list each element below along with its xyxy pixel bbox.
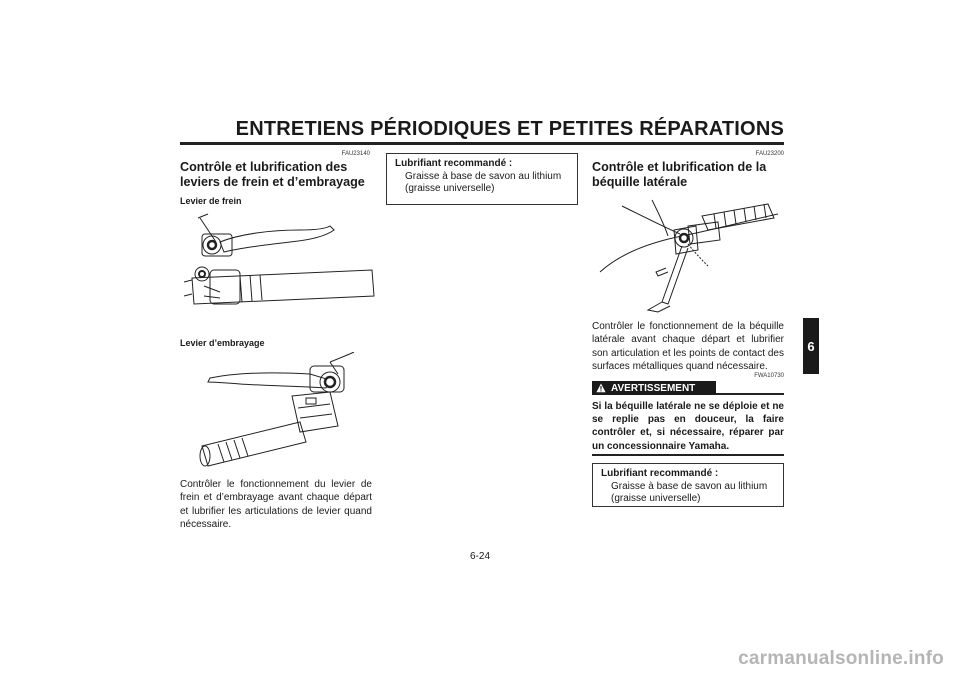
- page-header-title: ENTRETIENS PÉRIODIQUES ET PETITES RÉPARATIONS: [235, 118, 784, 140]
- sidestand-illustration: [592, 196, 784, 314]
- clutch-lever-illustration: [180, 352, 380, 477]
- section-title-right: [592, 160, 784, 190]
- lubricant-box-right: [592, 463, 784, 507]
- warning-header: [592, 381, 784, 395]
- warning-badge: [592, 381, 716, 395]
- header-rule: [180, 142, 784, 145]
- right-body-text: Contrôler le fonctionnement de la béquille latérale avant chaque départ et lubrifier son articulation et les points de contact des surfaces métalliques quand nécessaire.: [592, 321, 784, 373]
- warning-bottom-rule: [592, 454, 784, 456]
- lubricant-box-middle-title: Lubrifiant recommandé :: [395, 158, 513, 169]
- section-title-left: [180, 160, 380, 190]
- section-title-left-line2: leviers de frein et d’embrayage: [180, 175, 365, 189]
- warning-rule: [716, 393, 784, 395]
- lubricant-box-middle-line1: Graisse à base de savon au lithium: [405, 170, 562, 182]
- lubricant-box-right-line1: Graisse à base de savon au lithium: [611, 480, 768, 492]
- warning-label: AVERTISSEMENT: [611, 382, 696, 394]
- warning-triangle-icon: [596, 383, 606, 393]
- brake-lever-illustration: [180, 212, 380, 312]
- section-title-left-line1: Contrôle et lubrification des: [180, 160, 348, 174]
- warning-text: Si la béquille latérale ne se déploie et ne se replie pas en douceur, la faire contrôler et, si nécessaire, réparer par un concessionnaire Yamaha.: [592, 401, 784, 452]
- chapter-tab[interactable]: 6: [803, 318, 819, 374]
- warning-code: FWA10730: [754, 373, 784, 379]
- lubricant-box-middle-line2: (graisse universelle): [405, 183, 495, 195]
- lubricant-box-middle: [386, 153, 578, 205]
- clutch-lever-label: Levier d’embrayage: [180, 338, 265, 348]
- brake-lever-label: Levier de frein: [180, 196, 242, 206]
- page-number: 6-24: [469, 551, 490, 562]
- lubricant-box-right-line2: (graisse universelle): [611, 493, 701, 505]
- footer-watermark[interactable]: carmanualsonline.info: [738, 648, 944, 669]
- section-title-right-line1: Contrôle et lubrification de la: [592, 160, 767, 174]
- section-code-left: FAU23140: [341, 151, 370, 157]
- lubricant-box-right-title: Lubrifiant recommandé :: [601, 468, 719, 479]
- section-code-right: FAU23200: [755, 151, 784, 157]
- left-body-text: Contrôler le fonctionnement du levier de frein et d’embrayage avant chaque départ et lubrifier les articulations de levier quand nécessaire.: [180, 479, 372, 531]
- section-title-right-line2: béquille latérale: [592, 175, 688, 189]
